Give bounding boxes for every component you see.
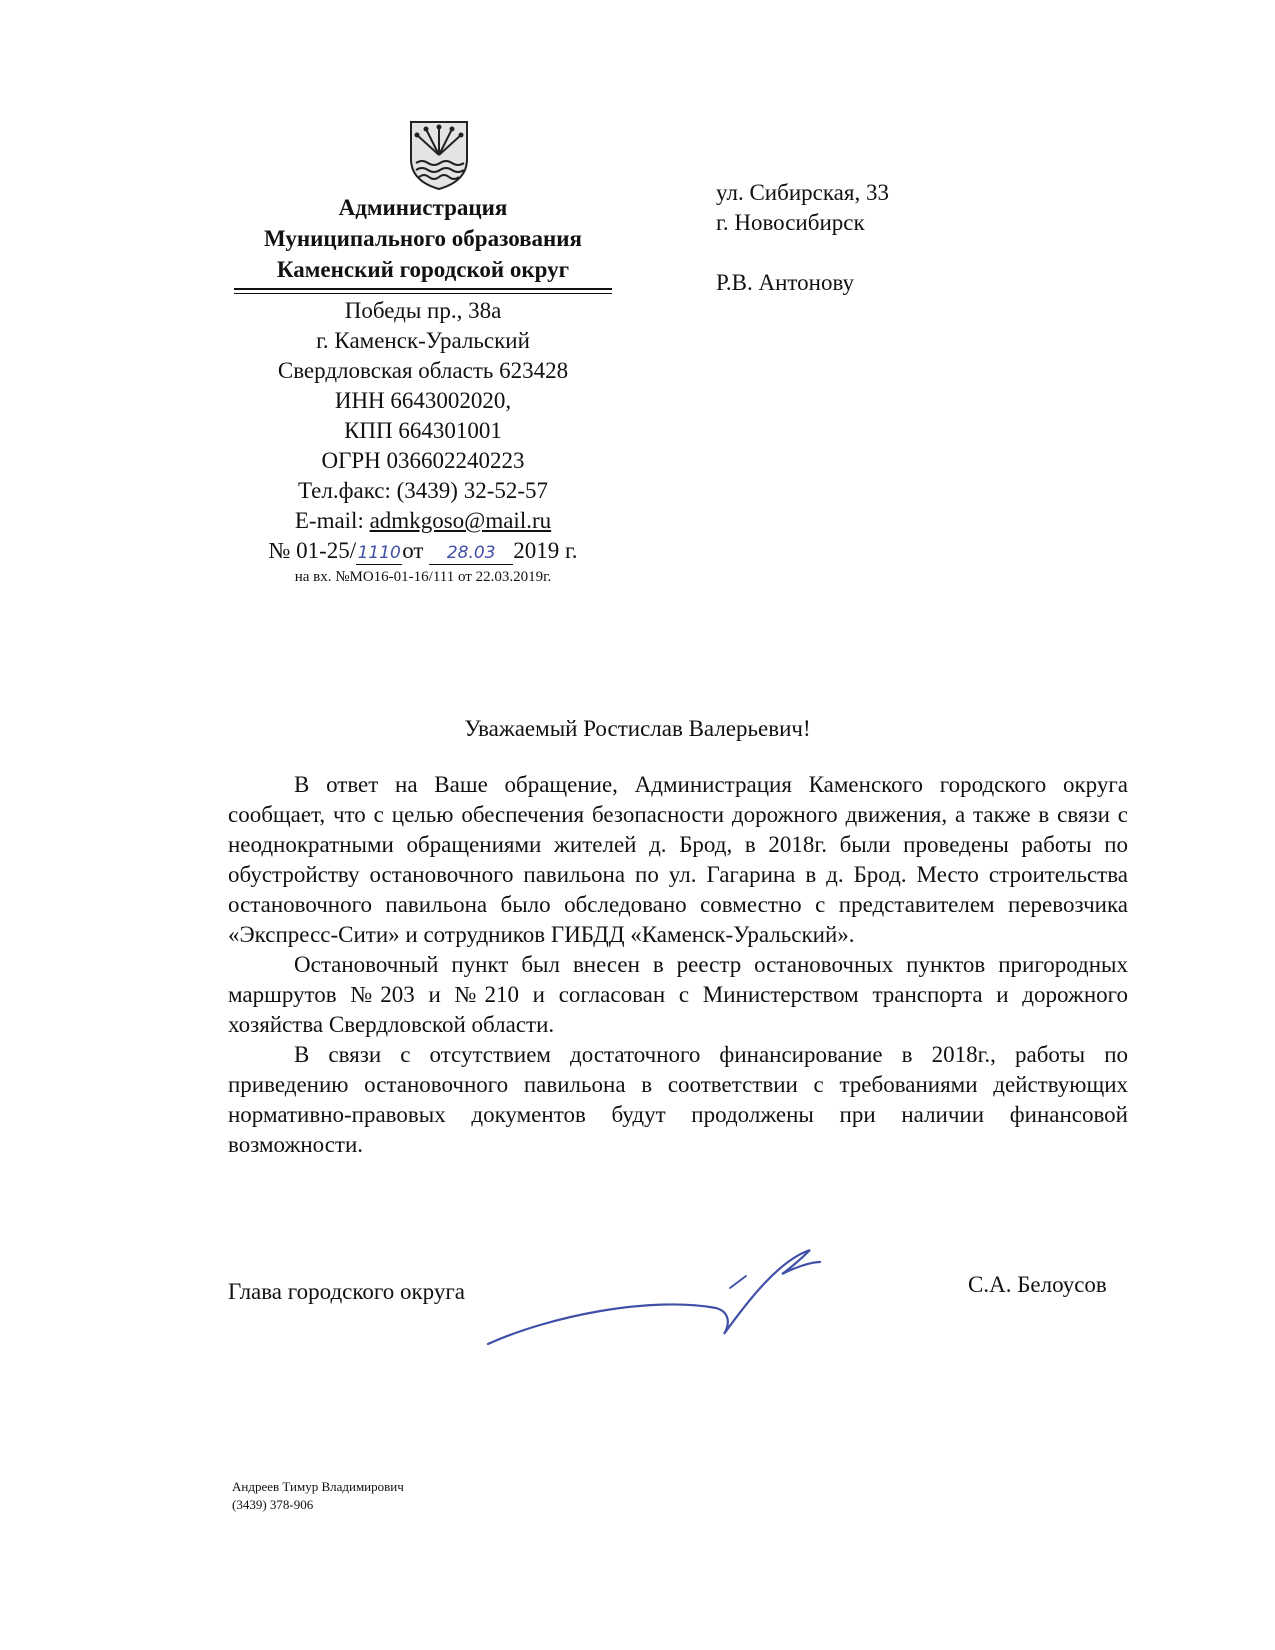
kpp-line: КПП 664301001	[344, 418, 502, 443]
reference-line	[218, 536, 628, 566]
phone-line: Тел.факс: (3439) 32-52-57	[297, 478, 549, 503]
recipient-name: Р.В. Антонову	[716, 270, 855, 295]
signatory-name: С.А. Белоусов	[968, 1272, 1107, 1297]
org-name-line-1: Администрация	[338, 195, 508, 220]
address-line-1: Победы пр., 38а	[344, 298, 502, 323]
recipient-city: г. Новосибирск	[716, 210, 865, 235]
body-paragraph-1: В ответ на Ваше обращение, Администрация Каменского городского округа сообщает, что с целью обеспечения безопасности дорожного движения, а также в связи с неоднократными обращениями жителей д. Брод, в 2018г. были проведены работы по обустройству остановочного павильона по ул. Гагарина в д. Брод. Место строительства остановочного павильона было обследовано совместно с представителем перевозчика «Экспресс-Сити» и сотрудников ГИБДД «Каменск-Уральский».	[228, 772, 1128, 947]
reference-number-handwritten: 1110	[357, 543, 401, 563]
ogrn-line: ОГРН 036602240223	[321, 448, 525, 473]
body-paragraph-3: В связи с отсутствием достаточного финансирование в 2018г., работы по приведению остановочного павильона в соответствии с требованиями действующих нормативно-правовых документов будут продолжены при наличии финансовой возможности.	[228, 1042, 1128, 1157]
incoming-reference: на вх. №МО16-01-16/111 от 22.03.2019г.	[294, 569, 552, 585]
reference-date-blank	[429, 540, 513, 565]
email-line	[218, 506, 628, 536]
email-link[interactable]: admkgoso@mail.ru	[369, 508, 552, 533]
handwritten-signature	[480, 1240, 860, 1350]
address-line-2: г. Каменск-Уральский	[316, 328, 530, 353]
org-name-line-3: Каменский городской округ	[276, 257, 570, 282]
reference-prefix: № 01-25/	[268, 538, 357, 563]
inn-line: ИНН 6643002020,	[334, 388, 512, 413]
contact-name: Андреев Тимур Владимирович	[232, 1479, 404, 1494]
signatory-title: Глава городского округа	[228, 1279, 466, 1304]
reference-year: 2019 г.	[513, 538, 578, 563]
address-line-3: Свердловская область 623428	[277, 358, 569, 383]
body-paragraph-2: Остановочный пункт был внесен в реестр остановочных пунктов пригородных маршрутов №203 и №210 и согласован с Министерством транспорта и дорожного хозяйства Свердловской области.	[228, 952, 1128, 1037]
reference-date-handwritten: 28.03	[446, 543, 496, 563]
reference-number-blank	[356, 540, 402, 565]
salutation: Уважаемый Ростислав Валерьевич!	[464, 716, 811, 741]
contact-phone: (3439) 378-906	[232, 1497, 314, 1512]
header-rule-top	[234, 288, 612, 290]
letter-body	[228, 770, 1128, 1160]
recipient-street: ул. Сибирская, 33	[716, 180, 889, 205]
org-name-line-2: Муниципального образования	[263, 226, 582, 251]
sender-block	[218, 192, 628, 588]
reference-from: от	[402, 538, 424, 563]
coat-of-arms-emblem	[408, 119, 470, 191]
recipient-block	[716, 178, 1076, 298]
email-prefix: E-mail:	[294, 508, 370, 533]
footer-contact	[232, 1478, 404, 1514]
